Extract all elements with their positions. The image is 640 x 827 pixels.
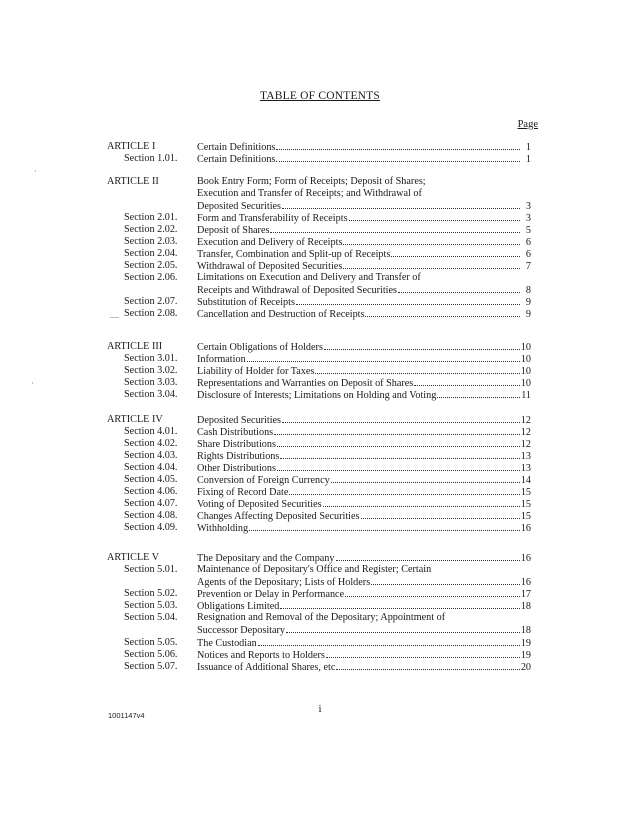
dot-leader [331,474,520,483]
section-label: Section 5.03. [124,600,178,611]
toc-entry [197,462,531,474]
entry-page-number: 1 [525,142,531,153]
entry-page-number: 16 [520,577,531,588]
toc-row [0,661,640,673]
dot-leader [247,353,520,362]
entry-title: Maintenance of Depositary's Office and Register; Certain [197,564,432,575]
entry-title: Conversion of Foreign Currency [197,475,330,486]
toc-row [0,564,640,576]
toc-row [0,212,640,224]
section-label: Section 4.06. [124,486,178,497]
entry-page-number: 8 [525,285,531,296]
toc-entry [197,486,531,498]
dot-leader [349,212,520,221]
dot-leader [296,296,520,305]
section-label: Section 2.02. [124,224,178,235]
dot-leader [371,576,520,585]
toc-entry [197,450,531,462]
dot-leader [258,637,520,646]
dot-leader [270,224,520,233]
entry-page-number: 5 [525,225,531,236]
entry-page-number: 10 [520,342,531,353]
dot-leader [277,438,520,447]
dot-leader [336,661,519,670]
section-label: Section 4.05. [124,474,178,485]
entry-page-number: 6 [525,249,531,260]
page-number: i [318,703,322,715]
entry-title: Prevention or Delay in Performance [197,589,345,600]
dot-leader [280,450,519,459]
entry-title: Withholding [197,523,249,534]
toc-entry [197,552,531,564]
toc-entry [197,649,531,661]
toc-entry [197,296,531,308]
toc-row [0,612,640,624]
section-label: Section 5.02. [124,588,178,599]
toc-title: TABLE OF CONTENTS [259,90,381,102]
toc-row [0,284,640,296]
entry-page-number: 15 [520,499,531,510]
scan-artifact: · [34,166,37,176]
toc-entry [197,284,531,296]
dot-leader [398,284,520,293]
toc-row [0,341,640,353]
section-label: Section 4.01. [124,426,178,437]
toc-entry [197,637,531,649]
dot-leader [323,498,520,507]
entry-page-number: 12 [520,415,531,426]
toc-row [0,624,640,636]
section-label: Section 5.07. [124,661,178,672]
dot-leader [326,649,520,658]
entry-title: Transfer, Combination and Split-up of Receipts [197,249,391,260]
toc-entry [197,600,531,612]
entry-page-number: 15 [520,511,531,522]
entry-title: Cancellation and Destruction of Receipts [197,309,365,320]
entry-title: The Custodian [197,638,257,649]
toc-entry [197,200,531,212]
entry-title: Receipts and Withdrawal of Deposited Securities [197,285,397,296]
section-label: Section 4.07. [124,498,178,509]
entry-page-number: 20 [520,662,531,673]
entry-page-number: 16 [520,523,531,534]
section-label: Section 5.05. [124,637,178,648]
toc-entry [197,212,531,224]
entry-page-number: 6 [525,237,531,248]
entry-page-number: 9 [525,297,531,308]
entry-page-number: 12 [520,427,531,438]
toc-row [0,486,640,498]
entry-page-number: 1 [525,154,531,165]
entry-page-number: 17 [520,589,531,600]
section-label: Section 3.02. [124,365,178,376]
entry-title: Voting of Deposited Securities [197,499,322,510]
toc-entry [197,260,531,272]
toc-row [0,365,640,377]
entry-title: Certain Obligations of Holders [197,342,323,353]
entry-title: Obligations Limited [197,601,280,612]
toc-row [0,510,640,522]
toc-row [0,176,640,188]
section-label: Section 3.04. [124,389,178,400]
entry-title: Deposited Securities [197,415,282,426]
toc-row [0,153,640,165]
entry-page-number: 19 [520,650,531,661]
toc-entry [197,377,531,389]
entry-title: Information [197,354,246,365]
article-label: ARTICLE V [107,552,160,563]
toc-entry [197,341,531,353]
entry-page-number: 10 [520,366,531,377]
section-label: Section 4.04. [124,462,178,473]
toc-row [0,588,640,600]
entry-page-number: 10 [520,378,531,389]
margin-dash: — [110,312,119,322]
entry-title: Issuance of Additional Shares, etc [197,662,336,673]
toc-row [0,272,640,284]
section-label: Section 2.07. [124,296,178,307]
entry-page-number: 9 [525,309,531,320]
toc-entry [197,438,531,450]
dot-leader [345,588,520,597]
toc-row [0,377,640,389]
toc-row [0,308,640,320]
toc-row [0,552,640,564]
dot-leader [277,462,520,471]
toc-entry [197,588,531,600]
entry-title: Rights Distributions [197,451,280,462]
toc-entry [197,498,531,510]
toc-entry [197,236,531,248]
toc-row [0,637,640,649]
section-label: Section 2.08. [124,308,178,319]
entry-page-number: 7 [525,261,531,272]
entry-page-number: 12 [520,439,531,450]
entry-title: Deposited Securities [197,201,282,212]
dot-leader [391,248,520,257]
entry-page-number: 15 [520,487,531,498]
document-id: 1001147v4 [108,711,145,720]
toc-row [0,200,640,212]
article-label: ARTICLE I [107,141,156,152]
toc-entry [197,624,531,636]
entry-title: Certain Definitions. [197,154,278,165]
toc-row [0,649,640,661]
section-label: Section 5.04. [124,612,178,623]
dot-leader [343,260,520,269]
toc-row [0,462,640,474]
toc-row [0,353,640,365]
toc-entry [197,661,531,673]
toc-entry [197,153,531,165]
toc-entry [197,522,531,534]
entry-page-number: 11 [521,390,531,401]
entry-title: Certain Definitions [197,142,276,153]
entry-page-number: 3 [525,213,531,224]
entry-page-number: 18 [520,625,531,636]
toc-entry [197,308,531,320]
entry-page-number: 13 [520,463,531,474]
section-label: Section 2.03. [124,236,178,247]
dot-leader [282,200,520,209]
dot-leader [336,552,520,561]
toc-row [0,248,640,260]
entry-title: Substitution of Receipts [197,297,295,308]
entry-page-number: 19 [520,638,531,649]
toc-row [0,414,640,426]
toc-entry [197,576,531,588]
toc-row [0,498,640,510]
entry-title: Notices and Reports to Holders [197,650,325,661]
entry-page-number: 16 [520,553,531,564]
entry-title: Changes Affecting Deposited Securities [197,511,360,522]
dot-leader [249,522,520,531]
dot-leader [280,600,519,609]
dot-leader [361,510,520,519]
toc-row [0,224,640,236]
toc-entry [197,141,531,153]
entry-title: Execution and Transfer of Receipts; and Withdrawal of [197,188,422,199]
section-label: Section 4.03. [124,450,178,461]
toc-entry [197,414,531,426]
toc-row [0,296,640,308]
toc-row [0,260,640,272]
page-column-heading: Page [517,119,538,130]
toc-row [0,426,640,438]
section-label: Section 4.09. [124,522,178,533]
section-label: Section 2.06. [124,272,178,283]
toc-row [0,389,640,401]
toc-entry [197,353,531,365]
entry-title: Agents of the Depositary; Lists of Holders [197,577,371,588]
entry-title: Liability of Holder for Taxes [197,366,315,377]
toc-row [0,188,640,200]
toc-row [0,438,640,450]
section-label: Section 3.03. [124,377,178,388]
toc-entry [197,426,531,438]
dot-leader [315,365,519,374]
entry-page-number: 10 [520,354,531,365]
entry-title: Limitations on Execution and Delivery and Transfer of [197,272,421,283]
entry-title: Representations and Warranties on Deposit of Shares [197,378,414,389]
entry-title: Execution and Delivery of Receipts [197,237,343,248]
entry-title: Cash Distributions [197,427,274,438]
entry-title: Withdrawal of Deposited Securities [197,261,343,272]
entry-title: Share Distributions [197,439,276,450]
section-label: Section 3.01. [124,353,178,364]
dot-leader [365,308,520,317]
entry-page-number: 14 [520,475,531,486]
toc-entry [197,510,531,522]
toc-entry [197,365,531,377]
section-label: Section 4.08. [124,510,178,521]
toc-row [0,522,640,534]
article-label: ARTICLE III [107,341,163,352]
toc-entry [197,248,531,260]
article-label: ARTICLE IV [107,414,163,425]
dot-leader [286,624,520,633]
entry-title: Fixing of Record Date [197,487,289,498]
entry-title: Book Entry Form; Form of Receipts; Deposit of Shares; [197,176,426,187]
entry-title: Other Distributions [197,463,276,474]
toc-entry [197,224,531,236]
dot-leader [414,377,520,386]
entry-title: Resignation and Removal of the Depositary; Appointment of [197,612,446,623]
entry-page-number: 18 [520,601,531,612]
dot-leader [276,141,520,150]
entry-page-number: 13 [520,451,531,462]
toc-row [0,141,640,153]
toc-entry [197,389,531,401]
dot-leader [289,486,519,495]
dot-leader [324,341,520,350]
dot-leader [282,414,520,423]
scan-artifact: · [31,378,34,388]
toc-entry [197,474,531,486]
entry-title: The Depositary and the Company [197,553,335,564]
dot-leader [274,426,520,435]
toc-row [0,236,640,248]
toc-row [0,474,640,486]
entry-title: Form and Transferability of Receipts [197,213,348,224]
section-label: Section 2.04. [124,248,178,259]
section-label: Section 5.01. [124,564,178,575]
toc-row [0,576,640,588]
entry-title: Successor Depositary [197,625,285,636]
dot-leader [437,389,520,398]
section-label: Section 2.05. [124,260,178,271]
article-label: ARTICLE II [107,176,159,187]
entry-title: Disclosure of Interests; Limitations on Holding and Voting [197,390,437,401]
entry-page-number: 3 [525,201,531,212]
toc-row [0,450,640,462]
entry-title: Deposit of Shares [197,225,270,236]
dot-leader [279,153,520,162]
section-label: Section 2.01. [124,212,178,223]
section-label: Section 4.02. [124,438,178,449]
dot-leader [343,236,520,245]
toc-row [0,600,640,612]
section-label: Section 1.01. [124,153,178,164]
section-label: Section 5.06. [124,649,178,660]
